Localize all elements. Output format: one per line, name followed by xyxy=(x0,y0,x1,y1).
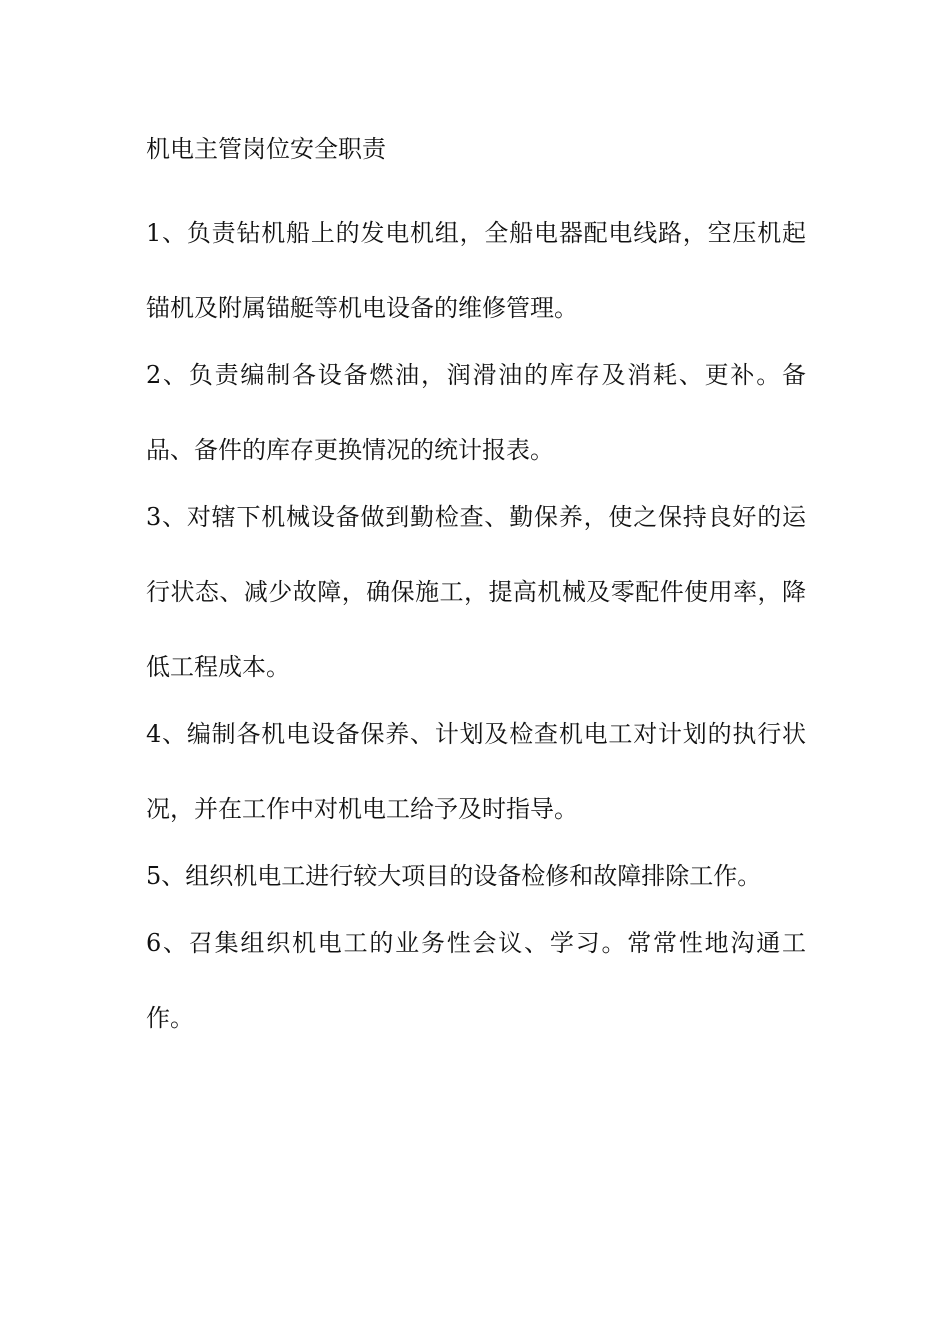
duty-item-5: 5、组织机电工进行较大项目的设备检修和故障排除工作。 xyxy=(146,862,762,890)
document-title: 机电主管岗位安全职责 xyxy=(146,135,386,163)
duty-item-1: 1、负责钻机船上的发电机组，全船电器配电线路，空压机起锚机及附属锚艇等机电设备的维修管理。 xyxy=(146,219,806,322)
duty-item-4: 4、编制各机电设备保养、计划及检查机电工对计划的执行状况，并在工作中对机电工给予及时指导。 xyxy=(146,720,806,823)
duty-item-2: 2、负责编制各设备燃油，润滑油的库存及消耗、更补。备品、备件的库存更换情况的统计报表。 xyxy=(146,361,806,464)
document-body xyxy=(146,196,806,1056)
duty-item-6: 6、召集组织机电工的业务性会议、学习。常常性地沟通工作。 xyxy=(146,929,806,1032)
duty-item-3: 3、对辖下机械设备做到勤检查、勤保养，使之保持良好的运行状态、减少故障，确保施工，提高机械及零配件使用率，降低工程成本。 xyxy=(146,503,806,681)
